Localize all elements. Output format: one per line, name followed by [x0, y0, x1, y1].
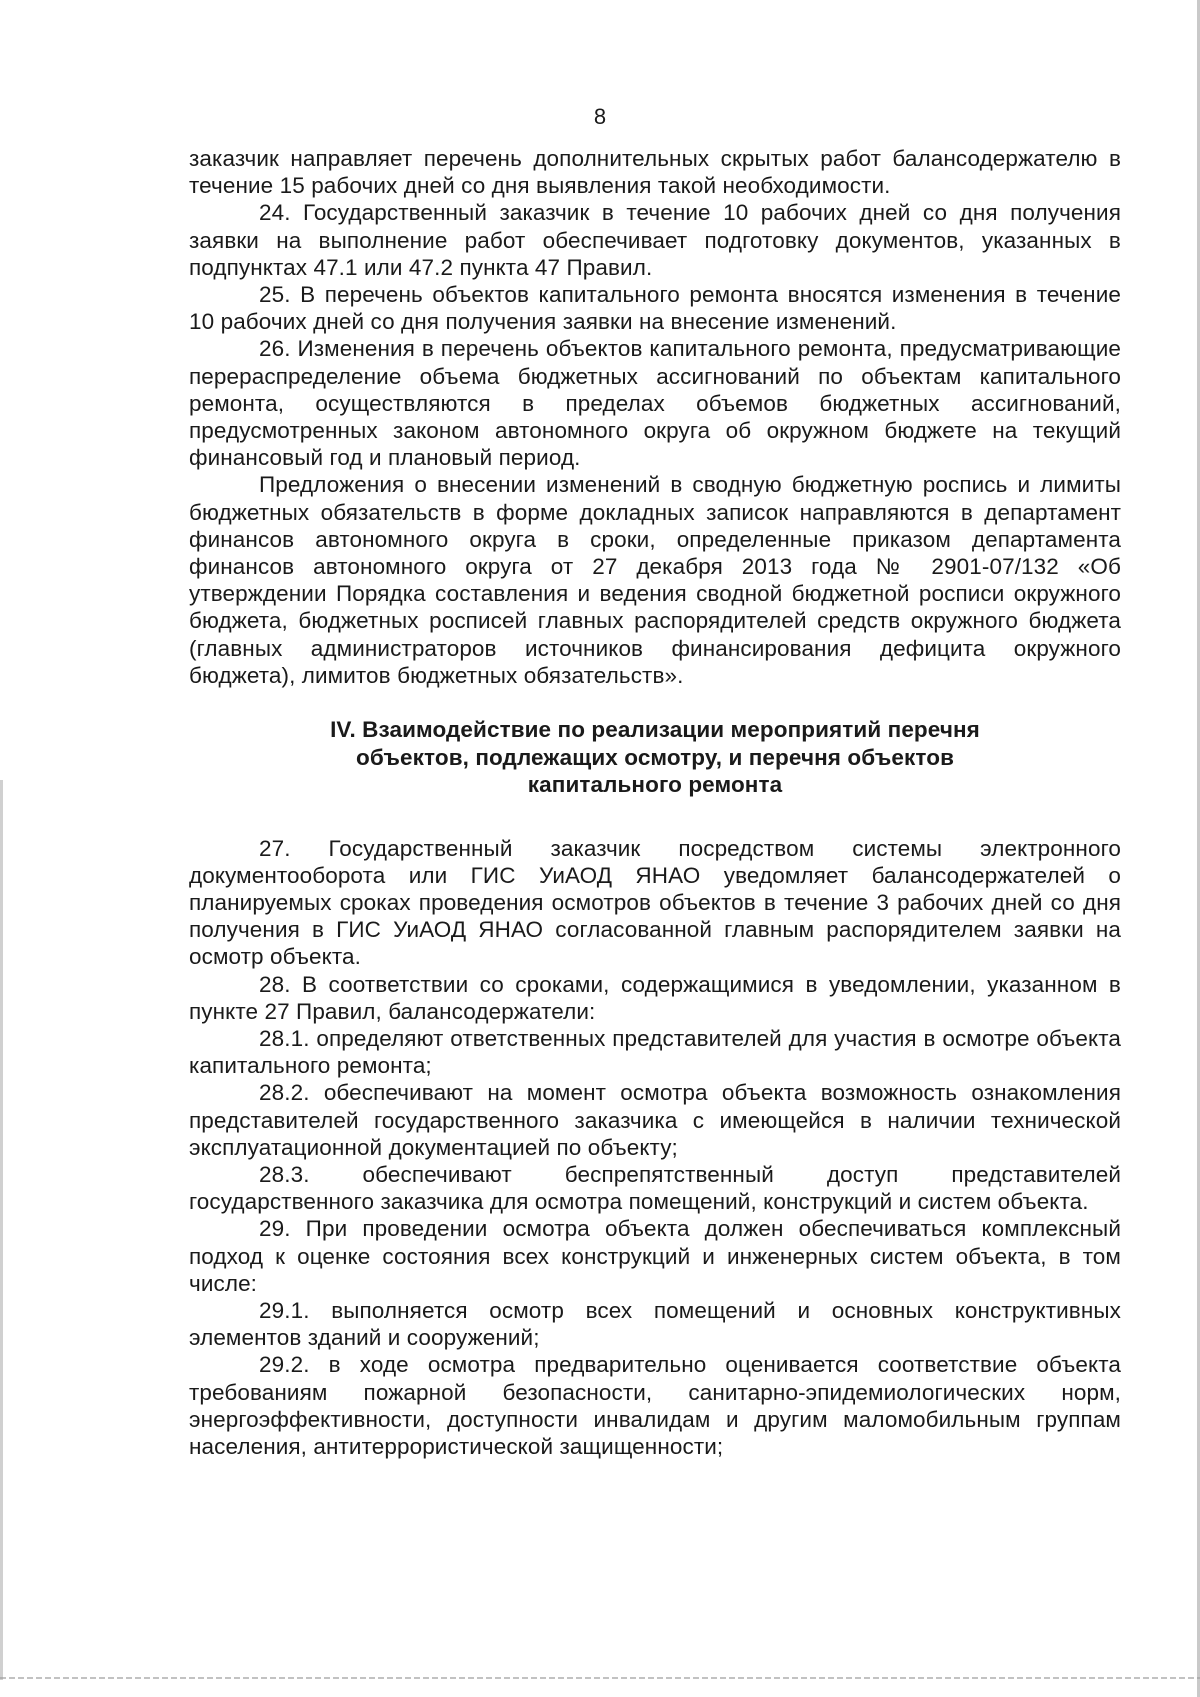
paragraph-29-2: 29.2. в ходе осмотра предварительно оценивается соответствие объекта требованиям пожарной безопасности, санитарно-эпидемиологических норм, энергоэффективности, доступности инвалидам и другим маломобильным группам населения, антитеррористической защищенности; [189, 1352, 1121, 1460]
scan-edge-left [0, 780, 3, 1680]
paragraph-27: 27. Государственный заказчик посредством системы электронного документооборота или ГИС УиАОД ЯНАО уведомляет балансодержателей о планируемых сроках проведения осмотров объектов в течение 3 рабочих дней со дня получения в ГИС УиАОД ЯНАО согласованной главным распорядителем заявки на осмотр объекта. [189, 835, 1121, 970]
page-number: 8 [593, 104, 607, 129]
document-body [189, 145, 1121, 1460]
paragraph-29: 29. При проведении осмотра объекта должен обеспечиваться комплексный подход к оценке состояния всех конструкций и инженерных систем объекта, в том числе: [189, 1216, 1121, 1296]
scan-edge-bottom [0, 1677, 1200, 1679]
paragraph-28-1: 28.1. определяют ответственных представителей для участия в осмотре объекта капитального ремонта; [189, 1025, 1121, 1079]
paragraph-proposals: Предложения о внесении изменений в сводную бюджетную роспись и лимиты бюджетных обязательств в форме докладных записок направляются в департамент финансов автономного округа в сроки, определенные приказом департамента финансов автономного округа от 27 декабря 2013 года № 2901-07/132 «Об утверждении Порядка составления и ведения сводной бюджетной росписи окружного бюджета, бюджетных росписей главных распорядителей средств окружного бюджета (главных администраторов источников финансирования дефицита окружного бюджета), лимитов бюджетных обязательств». [189, 472, 1121, 688]
paragraph-28: 28. В соответствии со сроками, содержащимися в уведомлении, указанном в пункте 27 Правил, балансодержатели: [189, 971, 1121, 1024]
paragraph-continuation: заказчик направляет перечень дополнительных скрытых работ балансодержателю в течение 15 рабочих дней со дня выявления такой необходимости. [189, 146, 1121, 199]
paragraph-26: 26. Изменения в перечень объектов капитального ремонта, предусматривающие перераспределение объема бюджетных ассигнований по объектам капитального ремонта, осуществляются в пределах объемов бюджетных ассигнований, предусмотренных законом автономного округа об окружном бюджете на текущий финансовый год и плановый период. [189, 336, 1121, 471]
section-heading: IV. Взаимодействие по реализации мероприятий перечня объектов, подлежащих осмотру, и перечня объектов капитального ремонта [330, 717, 980, 798]
paragraph-28-2: 28.2. обеспечивают на момент осмотра объекта возможность ознакомления представителей государственного заказчика с имеющейся в наличии технической эксплуатационной документацией по объекту; [189, 1080, 1121, 1160]
paragraph-28-3: 28.3. обеспечивают беспрепятственный доступ представителей государственного заказчика для осмотра помещений, конструкций и систем объекта. [189, 1162, 1121, 1215]
paragraph-25: 25. В перечень объектов капитального ремонта вносятся изменения в течение 10 рабочих дней со дня получения заявки на внесение изменений. [189, 282, 1121, 335]
paragraph-24: 24. Государственный заказчик в течение 10 рабочих дней со дня получения заявки на выполнение работ обеспечивает подготовку документов, указанных в подпунктах 47.1 или 47.2 пункта 47 Правил. [189, 200, 1121, 280]
paragraph-29-1: 29.1. выполняется осмотр всех помещений и основных конструктивных элементов зданий и сооружений; [189, 1298, 1121, 1351]
